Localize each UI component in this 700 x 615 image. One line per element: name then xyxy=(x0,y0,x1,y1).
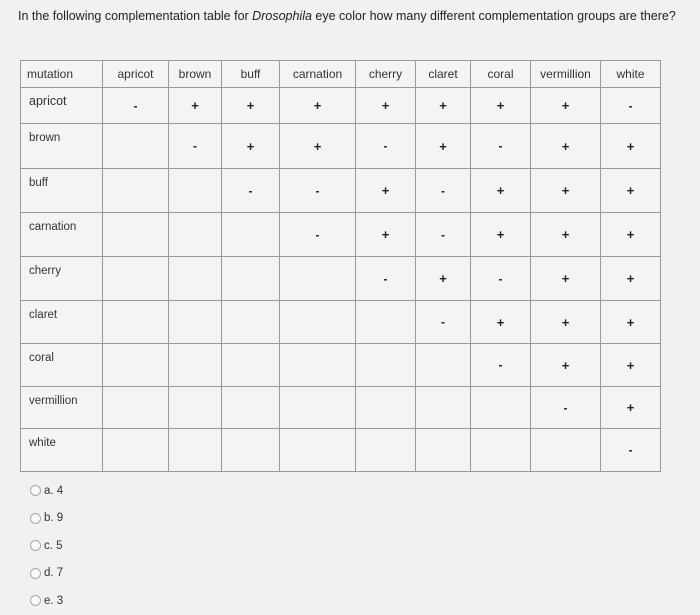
table-cell: + xyxy=(222,124,280,169)
table-cell xyxy=(169,344,222,387)
table-cell: + xyxy=(531,301,601,344)
table-cell xyxy=(416,429,471,472)
table-cell: + xyxy=(222,88,280,124)
table-cell: + xyxy=(416,257,471,301)
table-cell: - xyxy=(222,169,280,213)
table-cell: + xyxy=(356,213,416,257)
table-cell xyxy=(222,213,280,257)
table-cell xyxy=(169,169,222,213)
table-cell: + xyxy=(471,213,531,257)
table-row xyxy=(21,213,661,257)
table-cell: + xyxy=(531,257,601,301)
radio-button-icon[interactable] xyxy=(30,540,41,551)
radio-button-icon[interactable] xyxy=(30,513,41,524)
table-cell xyxy=(531,429,601,472)
table-row xyxy=(21,257,661,301)
table-cell xyxy=(356,387,416,429)
table-cell: + xyxy=(601,257,661,301)
column-header: brown xyxy=(169,61,222,88)
question-prefix: In the following complementation table for xyxy=(18,9,253,23)
table-cell: - xyxy=(416,169,471,213)
table-cell: + xyxy=(601,124,661,169)
table-cell: + xyxy=(416,124,471,169)
answer-option-label: a. 4 xyxy=(44,484,64,497)
table-cell xyxy=(169,213,222,257)
radio-button-icon[interactable] xyxy=(30,595,41,606)
question-suffix: eye color how many different complementation groups are there? xyxy=(311,9,676,23)
answer-option-label: b. 9 xyxy=(44,512,64,525)
table-row xyxy=(21,429,661,472)
table-cell: + xyxy=(356,169,416,213)
table-cell: + xyxy=(471,301,531,344)
table-cell: + xyxy=(601,169,661,213)
column-header: claret xyxy=(416,61,471,88)
answer-option[interactable] xyxy=(30,587,63,615)
row-header: apricot xyxy=(21,88,103,124)
table-cell: + xyxy=(601,344,661,387)
question-text xyxy=(18,9,676,23)
answer-option[interactable] xyxy=(30,560,63,588)
table-cell xyxy=(103,169,169,213)
table-cell xyxy=(169,301,222,344)
column-header: carnation xyxy=(280,61,356,88)
row-header: coral xyxy=(21,344,103,387)
table-cell xyxy=(356,344,416,387)
table-row xyxy=(21,124,661,169)
row-header: brown xyxy=(21,124,103,169)
table-cell: + xyxy=(416,88,471,124)
table-cell: - xyxy=(356,257,416,301)
table-cell: - xyxy=(531,387,601,429)
table-cell: - xyxy=(601,429,661,472)
table-cell xyxy=(222,257,280,301)
table-cell xyxy=(222,429,280,472)
table-cell xyxy=(222,344,280,387)
table-cell: - xyxy=(280,213,356,257)
table-cell: + xyxy=(280,88,356,124)
answer-option-label: e. 3 xyxy=(44,594,64,607)
table-cell xyxy=(280,344,356,387)
table-cell xyxy=(169,257,222,301)
table-cell xyxy=(416,344,471,387)
table-cell xyxy=(471,387,531,429)
table-row xyxy=(21,344,661,387)
question-species: Drosophila xyxy=(252,9,312,23)
column-header: coral xyxy=(471,61,531,88)
row-header: carnation xyxy=(21,213,103,257)
table-cell: + xyxy=(601,213,661,257)
radio-button-icon[interactable] xyxy=(30,485,41,496)
answer-option-label: c. 5 xyxy=(44,539,63,552)
row-header: buff xyxy=(21,169,103,213)
answer-options xyxy=(30,477,63,615)
table-cell: + xyxy=(601,387,661,429)
table-cell: + xyxy=(471,169,531,213)
corner-label: mutation xyxy=(21,61,103,88)
table-cell xyxy=(103,344,169,387)
table-cell: - xyxy=(601,88,661,124)
table-cell: - xyxy=(169,124,222,169)
table-cell xyxy=(471,429,531,472)
table-cell xyxy=(280,429,356,472)
answer-option[interactable] xyxy=(30,532,63,560)
row-header: claret xyxy=(21,301,103,344)
table-cell xyxy=(416,387,471,429)
table-cell xyxy=(280,257,356,301)
table-cell: + xyxy=(531,344,601,387)
column-header: apricot xyxy=(103,61,169,88)
column-header: cherry xyxy=(356,61,416,88)
table-row xyxy=(21,387,661,429)
column-header: white xyxy=(601,61,661,88)
row-header: vermillion xyxy=(21,387,103,429)
complementation-table xyxy=(20,60,661,472)
table-cell: + xyxy=(531,124,601,169)
table-row xyxy=(21,169,661,213)
table-cell: - xyxy=(471,344,531,387)
column-header: buff xyxy=(222,61,280,88)
table-cell: + xyxy=(531,88,601,124)
table-cell xyxy=(280,387,356,429)
table-cell xyxy=(103,387,169,429)
table-cell xyxy=(280,301,356,344)
table-cell xyxy=(222,301,280,344)
table-cell: - xyxy=(416,213,471,257)
table-cell: - xyxy=(471,124,531,169)
row-header: cherry xyxy=(21,257,103,301)
table-cell: + xyxy=(601,301,661,344)
table-cell xyxy=(356,301,416,344)
table-cell: - xyxy=(471,257,531,301)
table-cell xyxy=(103,124,169,169)
table-cell xyxy=(103,301,169,344)
table-cell xyxy=(103,257,169,301)
table-body xyxy=(21,88,661,472)
table-row xyxy=(21,88,661,124)
radio-button-icon[interactable] xyxy=(30,568,41,579)
answer-option-label: d. 7 xyxy=(44,567,64,580)
table-cell xyxy=(222,387,280,429)
table-cell: - xyxy=(280,169,356,213)
table-cell: - xyxy=(416,301,471,344)
answer-option[interactable] xyxy=(30,505,63,533)
table-cell: + xyxy=(356,88,416,124)
table-cell: + xyxy=(531,213,601,257)
table-cell: + xyxy=(169,88,222,124)
column-header: vermillion xyxy=(531,61,601,88)
table-cell xyxy=(103,429,169,472)
table-cell: - xyxy=(103,88,169,124)
table-cell: + xyxy=(471,88,531,124)
table-cell xyxy=(103,213,169,257)
header-row xyxy=(21,61,661,88)
answer-option[interactable] xyxy=(30,477,63,505)
table-cell xyxy=(169,387,222,429)
table-cell xyxy=(356,429,416,472)
table-row xyxy=(21,301,661,344)
table-cell: - xyxy=(356,124,416,169)
table-cell: + xyxy=(280,124,356,169)
table-cell xyxy=(169,429,222,472)
table-cell: + xyxy=(531,169,601,213)
row-header: white xyxy=(21,429,103,472)
